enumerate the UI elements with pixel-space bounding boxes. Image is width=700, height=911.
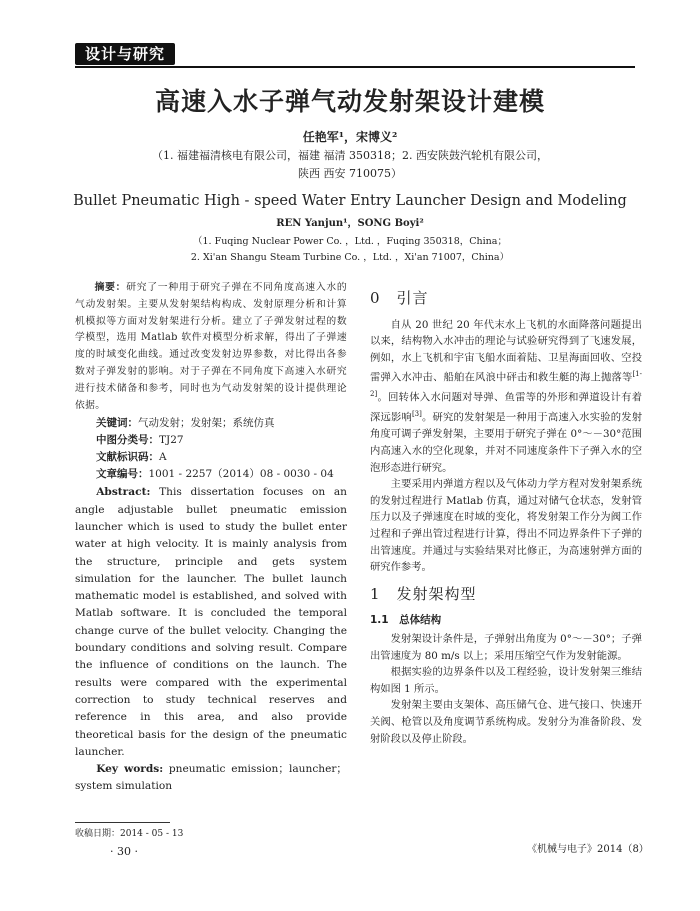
citation-1-2: [1-2] <box>370 370 642 399</box>
intro-p1-text-a: 自从 20 世纪 20 年代末水上飞机的水面降落问题提出以来，结构物入水冲击的理论与试验研究得到了飞速发展，例如，水上飞机和宇宙飞船水面着陆、卫星海面回收、空投雷弹入水冲击、船舶在风浪中砰击和救生艇的海上抛落等 <box>370 318 642 384</box>
subsection-1-1-paragraph-1: 发射架设计条件是，子弹射出角度为 0°～－30°；子弹出管速度为 80 m/s 以上；采用压缩空气作为发射能源。 <box>370 632 642 662</box>
clc-label: 中图分类号： <box>96 434 159 447</box>
journal-footer: 《机械与电子》2014（8） <box>527 844 649 855</box>
doc-code-value: A <box>159 451 167 464</box>
page-number: · 30 · <box>110 845 138 858</box>
subsection-1-1-heading: 1.1 总体结构 <box>370 614 442 627</box>
article-no-value: 1001 - 2257（2014）08 - 0030 - 04 <box>148 468 334 481</box>
document-code <box>75 449 347 466</box>
abstract-en-label: Abstract: <box>96 486 151 499</box>
subsection-1-1-paragraph-2: 根据实验的边界条件以及工程经验，设计发射架三维结构如图 1 所示。 <box>370 666 642 695</box>
section-0-heading: 0 引言 <box>370 289 429 307</box>
subsection-1-1-paragraph-3: 发射架主要由支架体、高压储气仓、进气接口、快速开关阀、枪管以及角度调节系统构成。发射分为准备阶段、发射阶段以及停止阶段。 <box>370 699 642 745</box>
abstract-cn-label: 摘要： <box>94 282 127 293</box>
keywords-en-label: Key words: <box>96 763 164 776</box>
affiliation-cn-line-1: （1. 福建福清核电有限公司，福建 福清 350318；2. 西安陕鼓汽轮机有限公司， <box>152 149 548 162</box>
article-no-label: 文章编号： <box>96 468 149 481</box>
section-1-heading: 1 发射架构型 <box>370 584 477 603</box>
intro-paragraph-2: 主要采用内弹道方程以及气体动力学方程对发射架系统的发射过程进行 Matlab 仿真，通过对储气仓状态，发射管压力以及子弹速度在时域的变化，将发射架工作分为阀工作过程和子弹出管过程进行计算，得出不同边界条件下子弹的出管速度。并通过与实验结果对比修正，为高速射弹方面的研究作参考。 <box>370 478 642 574</box>
intro-p1-text-b: 。回转体入水问题对导弹、鱼雷等的外形和弹道设计有着深远影响 <box>370 391 642 424</box>
abstract-cn-text: 研究了一种用于研究子弹在不同角度高速入水的气动发射架。主要从发射架结构构成、发射原理分析和计算机模拟等方面对发射架进行分析。建立了子弹发射过程的数学模型，选用 Matlab 软件对模型分析求解，得出了子弹速度的时域变化曲线。通过改变发射边界参数，对比得出各参数对子弹发射的影响。对于子弹在不同角度下高速入水研究进行技术储备和参考，同时也为气动发射架的设计提供理论依据。 <box>75 282 347 411</box>
keywords-cn-text: 气动发射；发射架；系统仿真 <box>138 417 275 430</box>
affiliation-en-line-2: 2. Xi'an Shangu Steam Turbine Co. ，Ltd. ，Xi'an 71007，China） <box>190 252 510 263</box>
keywords-en-text: pneumatic emission；launcher；system simulation <box>75 763 347 793</box>
left-column <box>75 280 347 796</box>
right-column <box>370 290 642 747</box>
abstract-en-text: This dissertation focuses on an angle adjustable bullet pneumatic emission launcher which is used to study the bullet enter water at high velocity. It is mainly analysis from the structure, principle and gets system simulation for the launcher. The bullet launch mathematic model is established, and solved with Matlab software. It is concluded the temporal change curve of the bullet velocity. Changing the boundary conditions and solving result. Compare the influence of conditions on the launch. The results were compared with the experimental correction to study technical reserves and reference in this area, and also provide theoretical basis for the design of the pneumatic launcher. <box>75 486 347 758</box>
keywords-cn-label: 关键词： <box>96 417 138 430</box>
authors-cn: 任艳军¹，宋博义² <box>302 130 398 144</box>
intro-paragraph-1 <box>370 317 642 477</box>
article-number <box>75 466 347 483</box>
authors-en: REN Yanjun¹，SONG Boyi² <box>276 218 424 229</box>
keywords-cn <box>75 415 347 432</box>
paper-title-en: Bullet Pneumatic High - speed Water Entry Launcher Design and Modeling <box>73 193 627 209</box>
abstract-cn <box>75 280 347 414</box>
received-date: 收稿日期：2014 - 05 - 13 <box>75 829 184 839</box>
doc-code-label: 文献标识码： <box>96 451 159 464</box>
clc-value: TJ27 <box>159 434 184 447</box>
abstract-en <box>75 484 347 761</box>
affiliation-cn-line-2: 陕西 西安 710075） <box>298 167 402 180</box>
clc-number <box>75 432 347 449</box>
header-rule <box>75 66 635 68</box>
affiliation-en-line-1: （1. Fuqing Nuclear Power Co. ，Ltd. ，Fuqing 350318，China； <box>193 236 507 247</box>
section-badge: 设计与研究 <box>75 43 175 65</box>
keywords-en <box>75 761 347 796</box>
footnote-rule <box>75 822 170 823</box>
intro-p1-text-c: 。研究的发射架是一种用于高速入水实验的发射角度可调子弹发射架，主要用于研究子弹在 0°～－30°范围内高速入水的空化现象，并对不同速度条件下子弹入水的空泡形态进行研究。 <box>370 411 643 474</box>
citation-3: [3] <box>411 410 422 419</box>
paper-title-cn: 高速入水子弹气动发射架设计建模 <box>154 87 545 116</box>
